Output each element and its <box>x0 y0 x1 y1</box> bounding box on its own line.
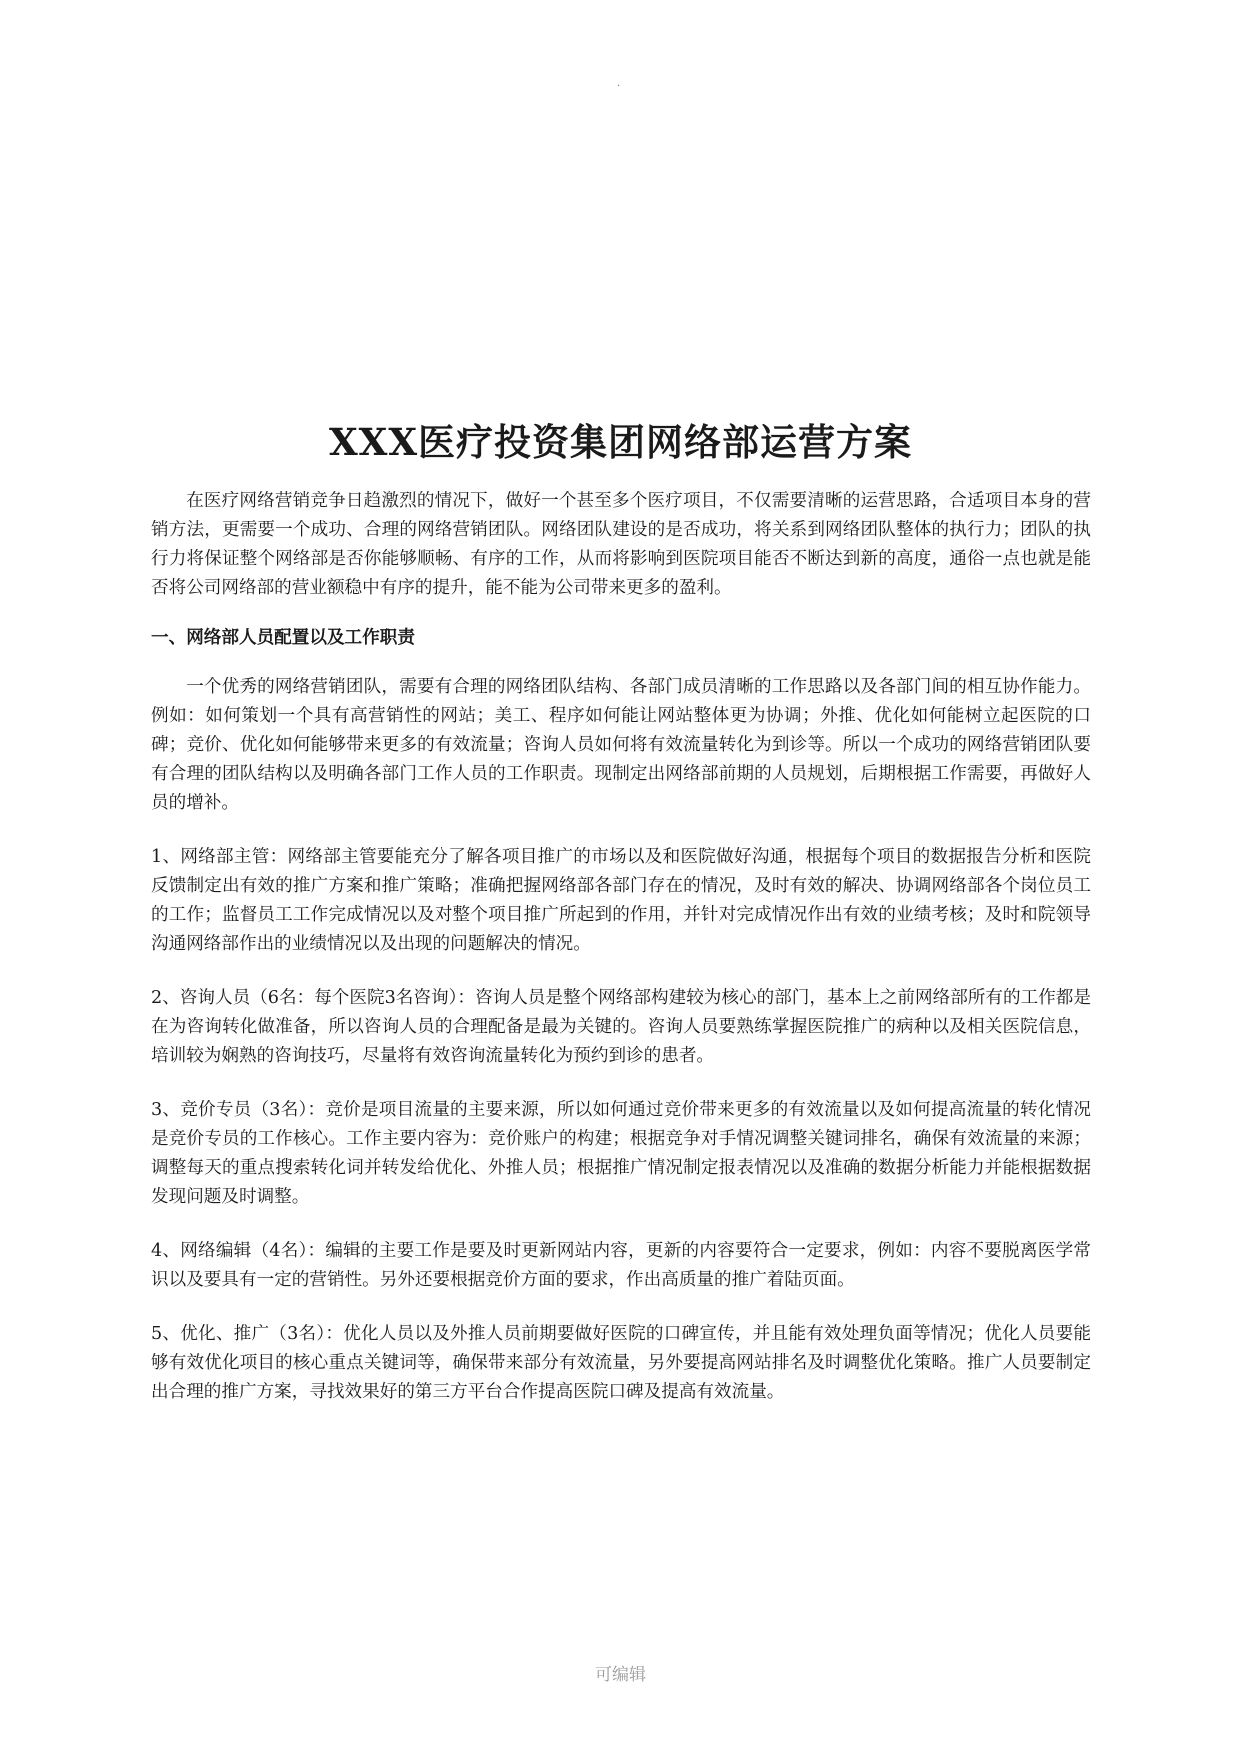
role-bidding-specialist: 3、竞价专员（3名）：竞价是项目流量的主要来源，所以如何通过竞价带来更多的有效流量以及如何提高流量的转化情况是竞价专员的工作核心。工作主要内容为：竞价账户的构建；根据竞争对手情况调整关键词排名，确保有效流量的来源；调整每天的重点搜索转化词并转发给优化、外推人员；根据推广情况制定报表情况以及准确的数据分析能力并能根据数据发现问题及时调整。 <box>151 1100 1091 1207</box>
section-intro-paragraph: 一个优秀的网络营销团队，需要有合理的网络团队结构、各部门成员清晰的工作思路以及各部门间的相互协作能力。例如：如何策划一个具有高营销性的网站；美工、程序如何能让网站整体更为协调；外推、优化如何能树立起医院的口碑；竞价、优化如何能够带来更多的有效流量；咨询人员如何将有效流量转化为到诊等。所以一个成功的网络营销团队要有合理的团队结构以及明确各部门工作人员的工作职责。现制定出网络部前期的人员规划，后期根据工作需要，再做好人员的增补。 <box>151 677 1091 813</box>
document-title: XXX医疗投资集团网络部运营方案 <box>328 420 913 464</box>
document-body <box>151 487 1091 1432</box>
role-web-editor: 4、网络编辑（4名）：编辑的主要工作是要及时更新网站内容，更新的内容要符合一定要求，例如：内容不要脱离医学常识以及要具有一定的营销性。另外还要根据竞价方面的要求，作出高质量的推广着陆页面。 <box>151 1241 1091 1290</box>
footer-label: 可编辑 <box>595 1665 646 1685</box>
intro-paragraph: 在医疗网络营销竞争日趋激烈的情况下，做好一个甚至多个医疗项目，不仅需要清晰的运营思路，合适项目本身的营销方法，更需要一个成功、合理的网络营销团队。网络团队建设的是否成功，将关系到网络团队整体的执行力；团队的执行力将保证整个网络部是否你能够顺畅、有序的工作，从而将影响到医院项目能否不断达到新的高度，通俗一点也就是能否将公司网络部的营业额稳中有序的提升，能不能为公司带来更多的盈利。 <box>151 491 1091 598</box>
role-seo-promotion: 5、优化、推广（3名）：优化人员以及外推人员前期要做好医院的口碑宣传，并且能有效处理负面等情况；优化人员要能够有效优化项目的核心重点关键词等，确保带来部分有效流量，另外要提高网站排名及时调整优化策略。推广人员要制定出合理的推广方案，寻找效果好的第三方平台合作提高医院口碑及提高有效流量。 <box>151 1324 1091 1402</box>
role-network-manager: 1、网络部主管：网络部主管要能充分了解各项目推广的市场以及和医院做好沟通，根据每个项目的数据报告分析和医院反馈制定出有效的推广方案和推广策略；准确把握网络部各部门存在的情况，及时有效的解决、协调网络部各个岗位员工的工作；监督员工工作完成情况以及对整个项目推广所起到的作用，并针对完成情况作出有效的业绩考核；及时和院领导沟通网络部作出的业绩情况以及出现的问题解决的情况。 <box>151 847 1091 954</box>
role-consultant: 2、咨询人员（6名：每个医院3名咨询）：咨询人员是整个网络部构建较为核心的部门，基本上之前网络部所有的工作都是在为咨询转化做准备，所以咨询人员的合理配备是最为关键的。咨询人员要熟练掌握医院推广的病种以及相关医院信息，培训较为娴熟的咨询技巧，尽量将有效咨询流量转化为预约到诊的患者。 <box>151 988 1091 1066</box>
header-mark: . <box>617 78 621 89</box>
section-heading: 一、网络部人员配置以及工作职责 <box>151 627 415 648</box>
